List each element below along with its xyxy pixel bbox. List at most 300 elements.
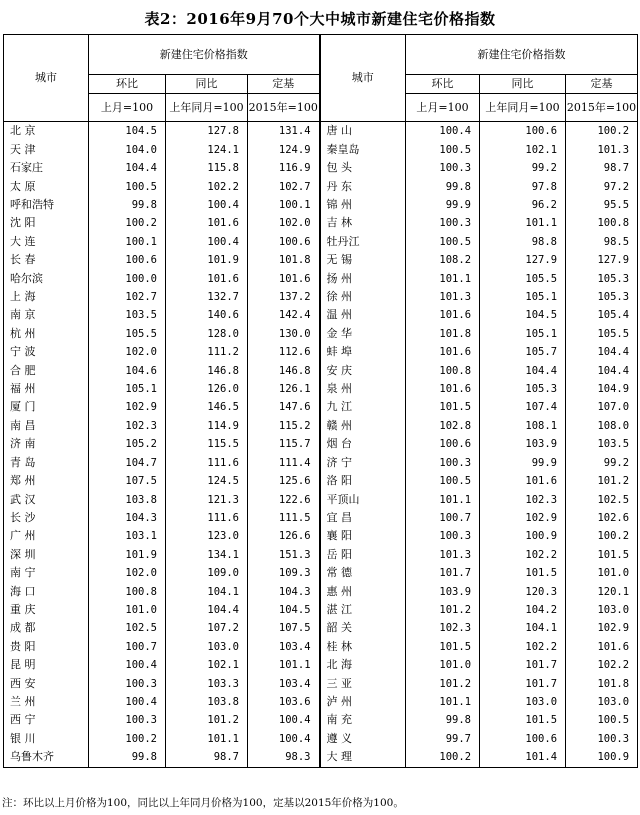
yoy-value: 127.9	[480, 251, 566, 269]
yoy-value: 100.6	[480, 122, 566, 141]
yoy-value: 96.2	[480, 196, 566, 214]
city-name: 合 肥	[4, 362, 89, 380]
city-name: 泉 州	[320, 380, 406, 398]
mom-value: 100.8	[406, 362, 480, 380]
city-name: 九 江	[320, 398, 406, 416]
yoy-value: 101.5	[480, 711, 566, 729]
base-value: 101.2	[566, 472, 638, 490]
city-name: 西 安	[4, 675, 89, 693]
yoy-value: 105.7	[480, 343, 566, 361]
mom-header: 环比	[406, 75, 480, 94]
base-value: 124.9	[248, 141, 320, 159]
mom-base-label: 上月=100	[89, 94, 166, 122]
city-name: 桂 林	[320, 638, 406, 656]
table-row	[4, 472, 638, 490]
base-value: 103.0	[566, 601, 638, 619]
mom-value: 100.3	[89, 711, 166, 729]
base-value: 127.9	[566, 251, 638, 269]
yoy-value: 105.5	[480, 270, 566, 288]
city-name: 南 宁	[4, 564, 89, 582]
base-value: 100.4	[248, 730, 320, 748]
city-name: 北 京	[4, 122, 89, 141]
city-name: 长 春	[4, 251, 89, 269]
mom-value: 100.2	[406, 748, 480, 767]
mom-value: 101.0	[89, 601, 166, 619]
mom-value: 100.4	[89, 693, 166, 711]
base-value: 100.3	[566, 730, 638, 748]
mom-value: 102.3	[89, 417, 166, 435]
yoy-value: 124.5	[166, 472, 248, 490]
mom-value: 102.0	[89, 564, 166, 582]
city-name: 牡丹江	[320, 233, 406, 251]
city-name: 丹 东	[320, 178, 406, 196]
city-name: 南 昌	[4, 417, 89, 435]
base-value: 101.6	[248, 270, 320, 288]
mom-value: 100.5	[406, 233, 480, 251]
table-row	[4, 270, 638, 288]
city-name: 温 州	[320, 306, 406, 324]
yoy-value: 101.6	[166, 270, 248, 288]
base-value: 104.4	[566, 343, 638, 361]
city-name: 大 理	[320, 748, 406, 767]
base-value: 104.4	[566, 362, 638, 380]
mom-value: 100.6	[89, 251, 166, 269]
base-value: 104.9	[566, 380, 638, 398]
city-name: 湛 江	[320, 601, 406, 619]
yoy-value: 127.8	[166, 122, 248, 141]
mom-value: 100.3	[406, 527, 480, 545]
mom-value: 100.5	[89, 178, 166, 196]
yoy-value: 102.1	[166, 656, 248, 674]
table-row	[4, 656, 638, 674]
yoy-value: 101.6	[480, 472, 566, 490]
city-name: 岳 阳	[320, 546, 406, 564]
base-value: 101.1	[248, 656, 320, 674]
table-row	[4, 196, 638, 214]
table-row	[4, 564, 638, 582]
yoy-value: 105.1	[480, 325, 566, 343]
city-name: 宁 波	[4, 343, 89, 361]
base-value: 109.3	[248, 564, 320, 582]
mom-value: 99.8	[406, 711, 480, 729]
city-name: 厦 门	[4, 398, 89, 416]
base-value: 107.5	[248, 619, 320, 637]
mom-value: 100.7	[89, 638, 166, 656]
yoy-value: 101.1	[166, 730, 248, 748]
city-name: 平顶山	[320, 491, 406, 509]
yoy-base-label: 上年同月=100	[480, 94, 566, 122]
mom-value: 100.6	[406, 435, 480, 453]
yoy-value: 111.6	[166, 509, 248, 527]
city-name: 扬 州	[320, 270, 406, 288]
table-row	[4, 233, 638, 251]
table-row	[4, 509, 638, 527]
mom-header: 环比	[89, 75, 166, 94]
yoy-value: 111.2	[166, 343, 248, 361]
mom-value: 100.0	[89, 270, 166, 288]
yoy-value: 108.1	[480, 417, 566, 435]
mom-value: 104.4	[89, 159, 166, 177]
base-value: 146.8	[248, 362, 320, 380]
base-value: 101.6	[566, 638, 638, 656]
base-value: 102.0	[248, 214, 320, 232]
yoy-value: 140.6	[166, 306, 248, 324]
mom-value: 105.5	[89, 325, 166, 343]
yoy-value: 101.6	[166, 214, 248, 232]
city-name: 郑 州	[4, 472, 89, 490]
yoy-value: 103.3	[166, 675, 248, 693]
mom-value: 103.5	[89, 306, 166, 324]
city-name: 长 沙	[4, 509, 89, 527]
base-value: 115.2	[248, 417, 320, 435]
city-name: 北 海	[320, 656, 406, 674]
city-name: 哈尔滨	[4, 270, 89, 288]
base-value: 100.2	[566, 122, 638, 141]
mom-value: 101.2	[406, 601, 480, 619]
mom-value: 108.2	[406, 251, 480, 269]
city-name: 天 津	[4, 141, 89, 159]
mom-value: 101.6	[406, 343, 480, 361]
mom-value: 102.7	[89, 288, 166, 306]
city-name: 西 宁	[4, 711, 89, 729]
yoy-value: 120.3	[480, 583, 566, 601]
table-row	[4, 325, 638, 343]
mom-value: 105.2	[89, 435, 166, 453]
mom-value: 100.3	[406, 159, 480, 177]
table-row	[4, 398, 638, 416]
mom-value: 101.1	[406, 693, 480, 711]
city-name: 襄 阳	[320, 527, 406, 545]
mom-value: 101.0	[406, 656, 480, 674]
base-value: 100.2	[566, 527, 638, 545]
mom-value: 100.3	[89, 675, 166, 693]
base-value: 125.6	[248, 472, 320, 490]
yoy-value: 100.9	[480, 527, 566, 545]
base-value: 103.6	[248, 693, 320, 711]
base-value: 100.6	[248, 233, 320, 251]
city-name: 沈 阳	[4, 214, 89, 232]
mom-value: 102.5	[89, 619, 166, 637]
city-name: 太 原	[4, 178, 89, 196]
yoy-value: 101.7	[480, 656, 566, 674]
yoy-value: 104.4	[166, 601, 248, 619]
table-row	[4, 693, 638, 711]
city-name: 银 川	[4, 730, 89, 748]
yoy-value: 102.2	[480, 638, 566, 656]
yoy-header: 同比	[166, 75, 248, 94]
base-value: 137.2	[248, 288, 320, 306]
yoy-base-label: 上年同月=100	[166, 94, 248, 122]
yoy-value: 100.6	[480, 730, 566, 748]
table-row	[4, 711, 638, 729]
yoy-value: 101.1	[480, 214, 566, 232]
yoy-value: 101.4	[480, 748, 566, 767]
yoy-value: 104.2	[480, 601, 566, 619]
city-name: 惠 州	[320, 583, 406, 601]
base-value: 104.3	[248, 583, 320, 601]
base-value: 103.0	[566, 693, 638, 711]
table-row	[4, 122, 638, 141]
table-row	[4, 159, 638, 177]
mom-value: 107.5	[89, 472, 166, 490]
city-name: 锦 州	[320, 196, 406, 214]
city-header-left: 城市	[4, 35, 89, 122]
table-row	[4, 748, 638, 767]
base-value: 99.2	[566, 454, 638, 472]
base-value: 103.4	[248, 675, 320, 693]
city-name: 安 庆	[320, 362, 406, 380]
city-name: 烟 台	[320, 435, 406, 453]
mom-value: 104.6	[89, 362, 166, 380]
base-value: 100.5	[566, 711, 638, 729]
city-name: 徐 州	[320, 288, 406, 306]
yoy-value: 103.0	[480, 693, 566, 711]
mom-value: 101.7	[406, 564, 480, 582]
city-name: 金 华	[320, 325, 406, 343]
mom-value: 101.9	[89, 546, 166, 564]
table-row	[4, 178, 638, 196]
city-name: 福 州	[4, 380, 89, 398]
city-name: 南 充	[320, 711, 406, 729]
yoy-value: 121.3	[166, 491, 248, 509]
base-value: 111.5	[248, 509, 320, 527]
yoy-value: 128.0	[166, 325, 248, 343]
base-value: 102.7	[248, 178, 320, 196]
base-value: 100.1	[248, 196, 320, 214]
base-value: 97.2	[566, 178, 638, 196]
mom-value: 100.3	[406, 214, 480, 232]
city-name: 海 口	[4, 583, 89, 601]
yoy-value: 104.4	[480, 362, 566, 380]
city-name: 大 连	[4, 233, 89, 251]
yoy-header: 同比	[480, 75, 566, 94]
city-name: 石家庄	[4, 159, 89, 177]
base-value: 101.5	[566, 546, 638, 564]
city-name: 唐 山	[320, 122, 406, 141]
city-name: 成 都	[4, 619, 89, 637]
yoy-value: 115.8	[166, 159, 248, 177]
table-row	[4, 288, 638, 306]
yoy-value: 101.2	[166, 711, 248, 729]
base-value: 101.8	[566, 675, 638, 693]
mom-value: 100.2	[89, 214, 166, 232]
yoy-value: 99.9	[480, 454, 566, 472]
base-value: 108.0	[566, 417, 638, 435]
yoy-value: 101.5	[480, 564, 566, 582]
mom-value: 101.2	[406, 675, 480, 693]
base-value: 98.3	[248, 748, 320, 767]
base-value: 100.4	[248, 711, 320, 729]
city-name: 无 锡	[320, 251, 406, 269]
city-name: 呼和浩特	[4, 196, 89, 214]
mom-value: 104.5	[89, 122, 166, 141]
yoy-value: 124.1	[166, 141, 248, 159]
mom-value: 101.1	[406, 491, 480, 509]
mom-value: 99.8	[89, 196, 166, 214]
yoy-value: 103.0	[166, 638, 248, 656]
base-value: 120.1	[566, 583, 638, 601]
mom-value: 99.8	[406, 178, 480, 196]
city-name: 吉 林	[320, 214, 406, 232]
base-value: 151.3	[248, 546, 320, 564]
table-row	[4, 417, 638, 435]
mom-base-label: 上月=100	[406, 94, 480, 122]
base-value: 95.5	[566, 196, 638, 214]
table-row	[4, 362, 638, 380]
mom-value: 100.1	[89, 233, 166, 251]
mom-value: 102.0	[89, 343, 166, 361]
yoy-value: 98.7	[166, 748, 248, 767]
base-header: 定基	[248, 75, 320, 94]
table-row	[4, 435, 638, 453]
table-row	[4, 675, 638, 693]
yoy-value: 107.2	[166, 619, 248, 637]
mom-value: 102.3	[406, 619, 480, 637]
mom-value: 100.8	[89, 583, 166, 601]
city-name: 常 德	[320, 564, 406, 582]
table-row	[4, 141, 638, 159]
city-name: 广 州	[4, 527, 89, 545]
mom-value: 101.3	[406, 288, 480, 306]
mom-value: 103.8	[89, 491, 166, 509]
city-name: 武 汉	[4, 491, 89, 509]
city-name: 贵 阳	[4, 638, 89, 656]
yoy-value: 101.7	[480, 675, 566, 693]
index-group-header-left: 新建住宅价格指数	[89, 35, 320, 75]
table-row	[4, 214, 638, 232]
yoy-value: 104.5	[480, 306, 566, 324]
index-group-header-right: 新建住宅价格指数	[406, 35, 638, 75]
base-value: 105.4	[566, 306, 638, 324]
yoy-value: 146.5	[166, 398, 248, 416]
mom-value: 105.1	[89, 380, 166, 398]
city-name: 兰 州	[4, 693, 89, 711]
mom-value: 100.3	[406, 454, 480, 472]
yoy-value: 99.2	[480, 159, 566, 177]
yoy-value: 98.8	[480, 233, 566, 251]
city-name: 包 头	[320, 159, 406, 177]
mom-value: 100.2	[89, 730, 166, 748]
base-value: 130.0	[248, 325, 320, 343]
yoy-value: 104.1	[480, 619, 566, 637]
yoy-value: 105.3	[480, 380, 566, 398]
mom-value: 100.4	[406, 122, 480, 141]
city-name: 上 海	[4, 288, 89, 306]
city-name: 遵 义	[320, 730, 406, 748]
base-value: 115.7	[248, 435, 320, 453]
city-name: 杭 州	[4, 325, 89, 343]
base-value: 131.4	[248, 122, 320, 141]
base-value: 126.6	[248, 527, 320, 545]
base-value: 116.9	[248, 159, 320, 177]
yoy-value: 102.2	[166, 178, 248, 196]
mom-value: 104.7	[89, 454, 166, 472]
mom-value: 104.0	[89, 141, 166, 159]
base-value: 100.9	[566, 748, 638, 767]
mom-value: 100.5	[406, 141, 480, 159]
mom-value: 102.9	[89, 398, 166, 416]
base-value: 122.6	[248, 491, 320, 509]
city-name: 泸 州	[320, 693, 406, 711]
base-value: 147.6	[248, 398, 320, 416]
table-row	[4, 583, 638, 601]
mom-value: 100.5	[406, 472, 480, 490]
table-row	[4, 601, 638, 619]
city-name: 三 亚	[320, 675, 406, 693]
mom-value: 104.3	[89, 509, 166, 527]
city-name: 韶 关	[320, 619, 406, 637]
city-name: 昆 明	[4, 656, 89, 674]
table-row	[4, 619, 638, 637]
yoy-value: 107.4	[480, 398, 566, 416]
base-value: 98.5	[566, 233, 638, 251]
base-value: 111.4	[248, 454, 320, 472]
yoy-value: 132.7	[166, 288, 248, 306]
base-value: 126.1	[248, 380, 320, 398]
table-row	[4, 306, 638, 324]
table-row	[4, 454, 638, 472]
yoy-value: 102.2	[480, 546, 566, 564]
table-row	[4, 380, 638, 398]
table-row	[4, 343, 638, 361]
table-row	[4, 638, 638, 656]
mom-value: 100.7	[406, 509, 480, 527]
yoy-value: 126.0	[166, 380, 248, 398]
mom-value: 103.9	[406, 583, 480, 601]
yoy-value: 114.9	[166, 417, 248, 435]
base-value: 101.8	[248, 251, 320, 269]
mom-value: 101.6	[406, 380, 480, 398]
city-name: 蚌 埠	[320, 343, 406, 361]
base-value: 102.6	[566, 509, 638, 527]
mom-value: 102.8	[406, 417, 480, 435]
city-name: 济 宁	[320, 454, 406, 472]
yoy-value: 101.9	[166, 251, 248, 269]
base-value: 105.5	[566, 325, 638, 343]
mom-value: 101.8	[406, 325, 480, 343]
yoy-value: 97.8	[480, 178, 566, 196]
base-value: 101.3	[566, 141, 638, 159]
yoy-value: 102.9	[480, 509, 566, 527]
city-name: 秦皇岛	[320, 141, 406, 159]
yoy-value: 123.0	[166, 527, 248, 545]
yoy-value: 104.1	[166, 583, 248, 601]
yoy-value: 111.6	[166, 454, 248, 472]
mom-value: 103.1	[89, 527, 166, 545]
mom-value: 101.5	[406, 638, 480, 656]
city-name: 青 岛	[4, 454, 89, 472]
base-value: 107.0	[566, 398, 638, 416]
yoy-value: 105.1	[480, 288, 566, 306]
yoy-value: 103.9	[480, 435, 566, 453]
mom-value: 101.1	[406, 270, 480, 288]
base-year-label: 2015年=100	[566, 94, 638, 122]
mom-value: 99.9	[406, 196, 480, 214]
base-value: 102.9	[566, 619, 638, 637]
city-name: 济 南	[4, 435, 89, 453]
city-name: 乌鲁木齐	[4, 748, 89, 767]
yoy-value: 115.5	[166, 435, 248, 453]
base-value: 104.5	[248, 601, 320, 619]
base-value: 105.3	[566, 270, 638, 288]
city-name: 赣 州	[320, 417, 406, 435]
base-value: 103.5	[566, 435, 638, 453]
table-row	[4, 527, 638, 545]
yoy-value: 109.0	[166, 564, 248, 582]
yoy-value: 146.8	[166, 362, 248, 380]
city-name: 洛 阳	[320, 472, 406, 490]
city-header-right: 城市	[320, 35, 406, 122]
